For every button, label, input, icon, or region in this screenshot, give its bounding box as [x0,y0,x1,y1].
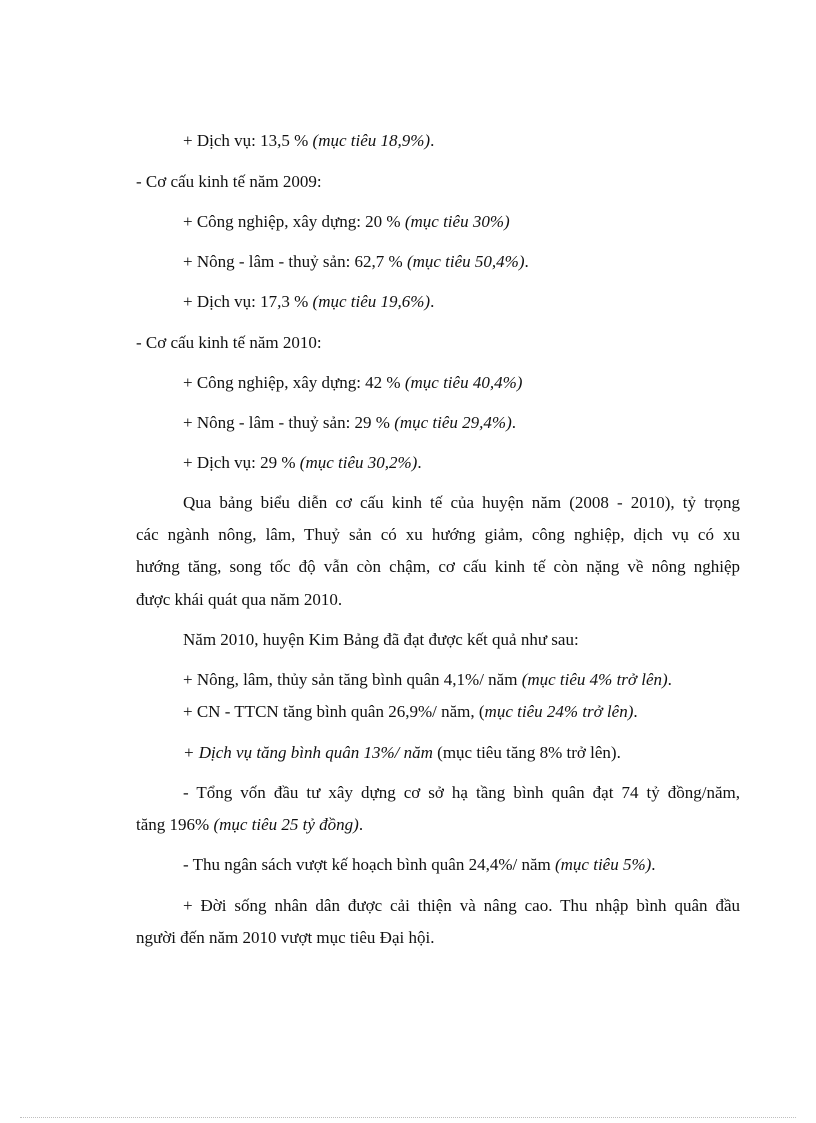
line-dich-vu-2008 [183,130,434,152]
line-dich-vu-2010 [183,452,422,474]
paragraph-results-intro: Năm 2010, huyện Kim Bảng đã đạt được kết quả như sau: [183,630,579,649]
line-text: + Dịch vụ: 29 % [183,453,300,472]
target-note: (mục tiêu 50,4%) [406,252,525,271]
target-note: (mục tiêu 29,4%) [394,413,512,432]
paragraph-summary-line-4: được khái quát qua năm 2010. [136,590,343,609]
line-text: - Cơ cấu kinh tế năm 2010: [136,333,322,352]
result-dich-vu [183,742,621,764]
result-nong-lam [183,669,672,691]
line-text: + Dịch vụ tăng bình quân 13%/ năm [183,743,438,762]
line-text: + Công nghiệp, xây dựng: 20 % [183,212,405,231]
line-end: . [616,743,621,762]
target-note: (mục tiêu 18,9%) [312,131,431,150]
line-text: - Thu ngân sách vượt kế hoạch bình quân 24,4%/ năm [183,855,555,874]
paragraph-budget [183,854,656,876]
line-text: + CN - TTCN tăng bình quân 26,9%/ năm, ( [183,702,485,721]
line-end: . [667,670,672,689]
line-cong-nghiep-2009 [183,211,510,233]
paragraph-living-line-1: + Đời sống nhân dân được cải thiện và nâng cao. Thu nhập bình quân đầu [183,896,740,915]
result-cn-ttcn [183,701,638,723]
line-nong-lam-2010 [183,412,516,434]
line-end: . [633,702,638,721]
line-end: . [417,453,422,472]
line-end: . [651,855,656,874]
page-bottom-divider [20,1117,796,1118]
target-note: (mục tiêu 30,2%) [299,453,418,472]
paragraph-investment-line-1: - Tổng vốn đầu tư xây dựng cơ sở hạ tầng bình quân đạt 74 tỷ đồng/năm, [183,783,740,802]
line-text: + Dịch vụ: 13,5 % [183,131,313,150]
target-note: (mục tiêu 30%) [404,212,510,231]
heading-co-cau-2009 [136,171,322,193]
paragraph-summary-line-3: hướng tăng, song tốc độ vẫn còn chậm, cơ cấu kinh tế còn nặng về nông nghiệp [136,557,740,576]
line-text: - Cơ cấu kinh tế năm 2009: [136,172,322,191]
line-text: + Nông - lâm - thuỷ sản: 62,7 % [183,252,407,271]
target-note: (mục tiêu tăng 8% trở lên) [437,743,617,762]
target-note: (mục tiêu 4% trở lên) [521,670,668,689]
line-end: . [524,252,529,271]
line-dich-vu-2009 [183,291,434,313]
line-text: tăng 196% [136,815,214,834]
target-note: mục tiêu 24% trở lên) [484,702,634,721]
target-note: (mục tiêu 40,4%) [404,373,523,392]
line-end: . [430,292,435,311]
line-end: . [511,413,517,432]
line-text: + Nông, lâm, thủy sản tăng bình quân 4,1%/ năm [183,670,522,689]
target-note: (mục tiêu 25 tỷ đồng) [213,815,359,834]
line-text: + Công nghiệp, xây dựng: 42 % [183,373,405,392]
paragraph-investment-line-2 [136,814,363,836]
heading-co-cau-2010 [136,332,322,354]
target-note: (mục tiêu 19,6%) [312,292,431,311]
line-text: + Nông - lâm - thuỷ sản: 29 % [183,413,395,432]
target-note: (mục tiêu 5%) [554,855,652,874]
line-text: + Dịch vụ: 17,3 % [183,292,313,311]
paragraph-living-line-2: người đến năm 2010 vượt mục tiêu Đại hội. [136,928,435,947]
line-nong-lam-2009 [183,251,529,273]
line-end: . [358,815,364,834]
paragraph-summary-line-1: Qua bảng biểu diễn cơ cấu kinh tế của huyện năm (2008 - 2010), tỷ trọng [183,493,740,512]
line-cong-nghiep-2010 [183,372,522,394]
paragraph-summary-line-2: các ngành nông, lâm, Thuỷ sản có xu hướng giảm, công nghiệp, dịch vụ có xu [136,525,740,544]
line-end: . [430,131,435,150]
